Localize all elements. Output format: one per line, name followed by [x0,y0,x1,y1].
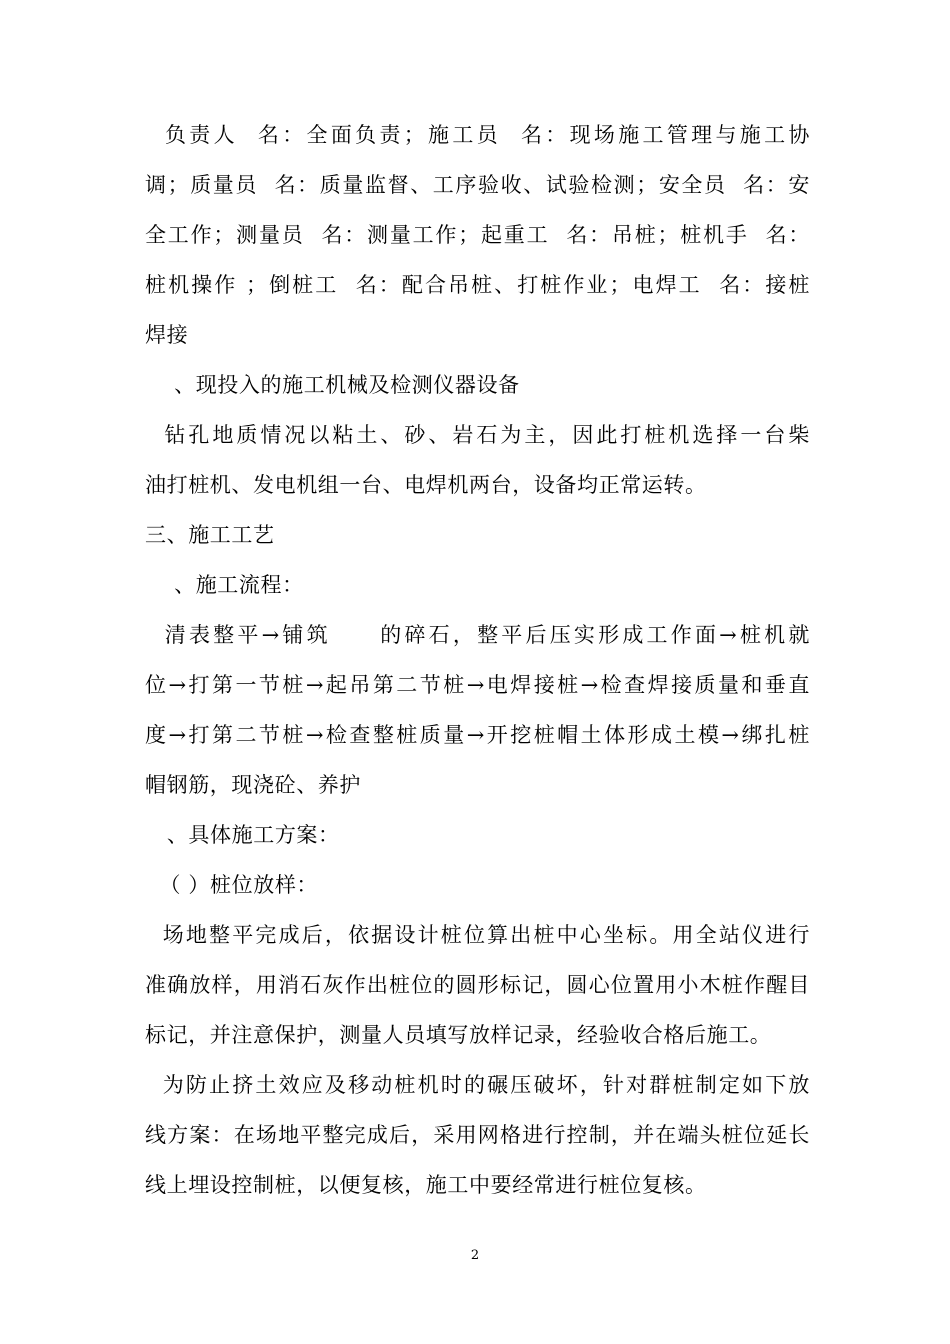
text-line: 度→打第二节桩→检查整桩质量→开挖桩帽土体形成土模→绑扎桩 [145,723,810,747]
page-number: 2 [470,1248,480,1263]
text-line: 焊接 [145,323,189,347]
text-line: 线上埋设控制桩，以便复核，施工中要经常进行桩位复核。 [145,1173,707,1197]
subsection-heading: 、具体施工方案： [145,823,340,847]
text-line: 清表整平→铺筑 的碎石，整平后压实形成工作面→桩机就 [145,623,810,647]
text-line: 场地整平完成后，依据设计桩位算出桩中心坐标。用全站仪进行 [145,923,810,947]
text-line: 油打桩机、发电机组一台、电焊机两台，设备均正常运转。 [145,473,707,497]
text-line: 桩机操作 ；倒桩工 名：配合吊桩、打桩作业；电焊工 名：接桩 [145,273,810,297]
text-line: 标记，并注意保护，测量人员填写放样记录，经验收合格后施工。 [145,1023,772,1047]
subsection-heading: 、施工流程： [145,573,304,597]
text-line: 钻孔地质情况以粘土、砂、岩石为主，因此打桩机选择一台柴 [145,423,810,447]
text-line: 为防止挤土效应及移动桩机时的碾压破坏，针对群桩制定如下放 [145,1073,810,1097]
text-line: 帽钢筋，现浇砼、养护 [145,773,361,797]
text-line: 负责人 名：全面负责；施工员 名：现场施工管理与施工协 [145,123,810,147]
text-line: 全工作；测量员 名：测量工作；起重工 名：吊桩；桩机手 名： [145,223,810,247]
text-line: 位→打第一节桩→起吊第二节桩→电焊接桩→检查焊接质量和垂直 [145,673,810,697]
text-line: 准确放样，用消石灰作出桩位的圆形标记，圆心位置用小木桩作醒目 [145,973,810,997]
subsection-heading: （ ）桩位放样： [145,873,319,897]
text-line: 线方案：在场地平整完成后，采用网格进行控制，并在端头桩位延长 [145,1123,810,1147]
text-line: 调；质量员 名：质量监督、工序验收、试验检测；安全员 名：安 [145,173,810,197]
section-heading: 三、施工工艺 [145,523,275,547]
section-heading: 、现投入的施工机械及检测仪器设备 [145,373,520,397]
